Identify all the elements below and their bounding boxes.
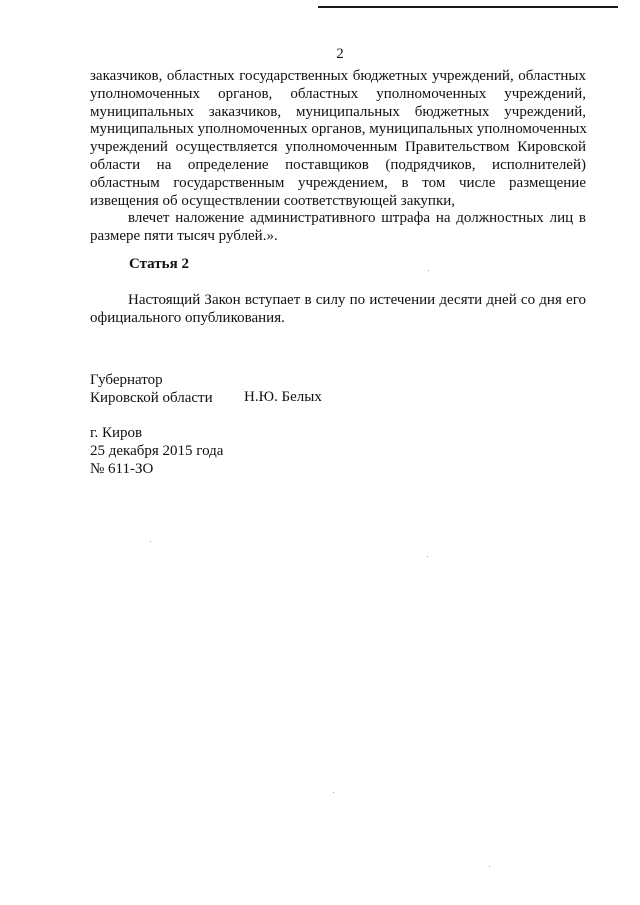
signature-title xyxy=(90,371,213,407)
top-rule xyxy=(318,6,618,8)
issue-details xyxy=(90,424,223,478)
scan-speck xyxy=(150,541,151,542)
scan-speck xyxy=(333,792,334,793)
text-line: области на определение поставщиков (подрядчиков, исполнителей) xyxy=(90,156,586,173)
signature-title-line: Кировской области xyxy=(90,390,213,406)
scan-speck xyxy=(428,270,429,271)
text-line: муниципальных уполномоченных органов, муниципальных уполномоченных xyxy=(90,121,587,138)
text-line: извещения об осуществлении соответствующей закупки, xyxy=(90,192,456,209)
page-number: 2 xyxy=(336,46,344,62)
signatory-name: Н.Ю. Белых xyxy=(244,389,322,405)
text-line: влечет наложение административного штрафа на должностных лиц в xyxy=(128,210,586,226)
signature-title-line: Губернатор xyxy=(90,372,163,388)
text-line: заказчиков, областных государственных бюджетных учреждений, областных xyxy=(90,68,586,84)
text-line: областным государственным учреждением, в том числе размещение xyxy=(90,174,586,191)
text-line: муниципальных заказчиков, муниципальных бюджетных учреждений, xyxy=(90,103,586,120)
text-line: официального опубликования. xyxy=(90,309,285,326)
scan-speck xyxy=(427,556,428,557)
continuation-paragraph xyxy=(90,68,586,210)
text-line: учреждений осуществляется уполномоченным Правительством Кировской xyxy=(90,139,586,156)
issue-date: 25 декабря 2015 года xyxy=(90,443,224,459)
issue-number: № 611-ЗО xyxy=(90,461,154,477)
text-line: Настоящий Закон вступает в силу по истечении десяти дней со дня его xyxy=(128,292,586,308)
scan-speck xyxy=(489,866,490,867)
text-line: уполномоченных органов, областных уполномоченных учреждений, xyxy=(90,85,586,102)
article2-paragraph xyxy=(90,292,586,328)
text-line: размере пяти тысяч рублей.». xyxy=(90,227,278,244)
issue-city: г. Киров xyxy=(90,425,143,441)
penalty-paragraph xyxy=(90,210,586,246)
article-heading: Статья 2 xyxy=(129,256,189,272)
